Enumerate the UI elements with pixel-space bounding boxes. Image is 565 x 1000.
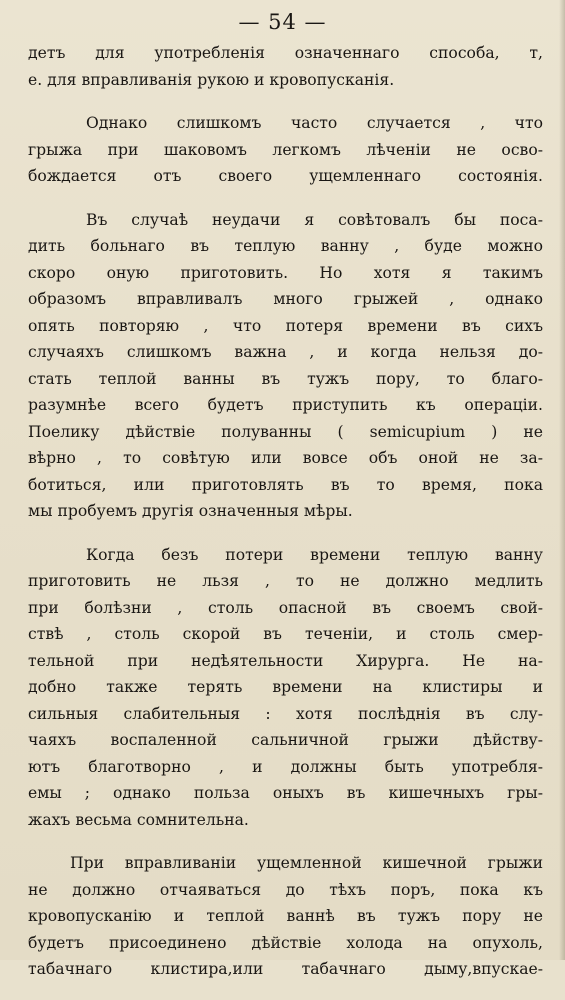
text-line: дить больнаго въ теплую ванну , буде можно: [28, 237, 543, 255]
paragraph-3: [28, 207, 543, 525]
body-text: [28, 40, 543, 1000]
text-line: мы пробуемъ другія означенныя мѣры.: [28, 502, 353, 520]
text-line: не должно отчаяваться до тѣхъ поръ, пока къ: [28, 880, 543, 899]
paragraph-4: [28, 542, 543, 834]
text-line: Поелику дѣйствіе полуванны ( semicupium ) не: [28, 422, 543, 441]
text-line: разумнѣе всего будетъ приступить къ операціи.: [28, 396, 543, 414]
text-line: е. для вправливанія рукою и кровопусканія.: [28, 70, 395, 89]
paragraph-2: [28, 110, 543, 190]
text-line: кровопусканію и теплой ваннѣ въ тужъ пору не: [28, 907, 543, 925]
text-line: детъ для употребленія означеннаго способа, т,: [28, 44, 543, 62]
text-line: чаяхъ воспаленной сальничной грыжи дѣйству-: [28, 731, 543, 749]
text-line: скоро оную приготовить. Но хотя я такимъ: [28, 263, 543, 282]
text-line: При вправливаніи ущемленной кишечной грыжи: [70, 854, 543, 872]
text-line: ботиться, или приготовлять въ то время, пока: [28, 475, 543, 494]
text-line: при болѣзни , столь опасной въ своемъ свой-: [28, 598, 543, 617]
text-line: будетъ присоединено дѣйствіе холода на опухоль,: [28, 933, 543, 952]
text-line: ствѣ , столь скорой въ теченіи, и столь смер-: [28, 625, 543, 643]
text-line: вѣрно , то совѣтую или вовсе объ оной не за-: [28, 449, 543, 467]
text-line: приготовить не льзя , то не должно медлить: [28, 572, 543, 590]
text-line: бождается отъ своего ущемленнаго состоянія.: [28, 167, 543, 185]
text-line: Однако слишкомъ часто случается , что: [86, 114, 543, 132]
text-line: образомъ вправливалъ много грыжей , однако: [28, 290, 543, 308]
text-line: опять повторяю , что потеря времени въ сихъ: [28, 316, 543, 335]
page-edge-shadow: [559, 0, 565, 960]
paragraph-1: [28, 40, 543, 93]
text-line: Когда безъ потери времени теплую ванну: [86, 545, 543, 564]
paragraph-5: [28, 850, 543, 983]
text-line: емы ; однако польза оныхъ въ кишечныхъ гры-: [28, 784, 543, 802]
text-line: грыжа при шаковомъ легкомъ лѣченіи не осво-: [28, 140, 543, 159]
text-line: Въ случаѣ неудачи я совѣтовалъ бы поса-: [86, 210, 543, 229]
text-line: сильныя слабительныя : хотя послѣднія въ слу-: [28, 704, 543, 723]
text-line: добно также терять времени на клистиры и: [28, 678, 543, 696]
text-line: случаяхъ слишкомъ важна , и когда нельзя до-: [28, 343, 543, 361]
text-line: табачнаго клистира,или табачнаго дыму,впускае-: [28, 960, 543, 978]
text-line: тельной при недѣятельности Хирурга. Не на-: [28, 651, 543, 670]
text-line: стать теплой ванны въ тужъ пору, то благо-: [28, 369, 543, 388]
page-number: — 54 —: [238, 10, 327, 34]
text-line: жахъ весьма сомнительна.: [28, 810, 249, 829]
text-line: ютъ благотворно , и должны быть употребля-: [28, 757, 543, 776]
